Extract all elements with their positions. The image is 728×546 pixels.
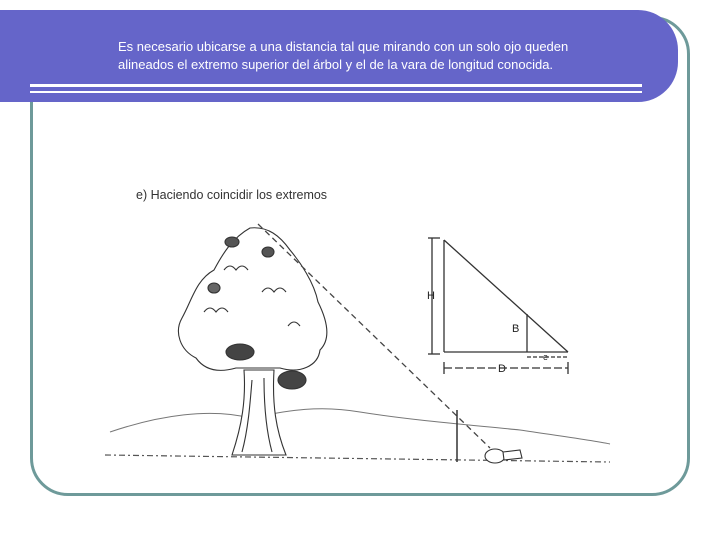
ground-line: [105, 455, 610, 462]
tree: [178, 228, 326, 455]
label-b: B: [512, 323, 520, 335]
label-e: e: [543, 352, 549, 362]
label-d: D: [498, 363, 506, 375]
slide-text-line-1: Es necesario ubicarse a una distancia tal que mirando con un solo ojo queden: [118, 39, 569, 54]
slide-text-line-2: alineados el extremo superior del árbol y el de la vara de longitud conocida.: [118, 57, 554, 72]
label-h: H: [427, 290, 435, 302]
figure-title: e) Haciendo coincidir los extremos: [136, 188, 328, 202]
hill-line: [110, 409, 610, 444]
